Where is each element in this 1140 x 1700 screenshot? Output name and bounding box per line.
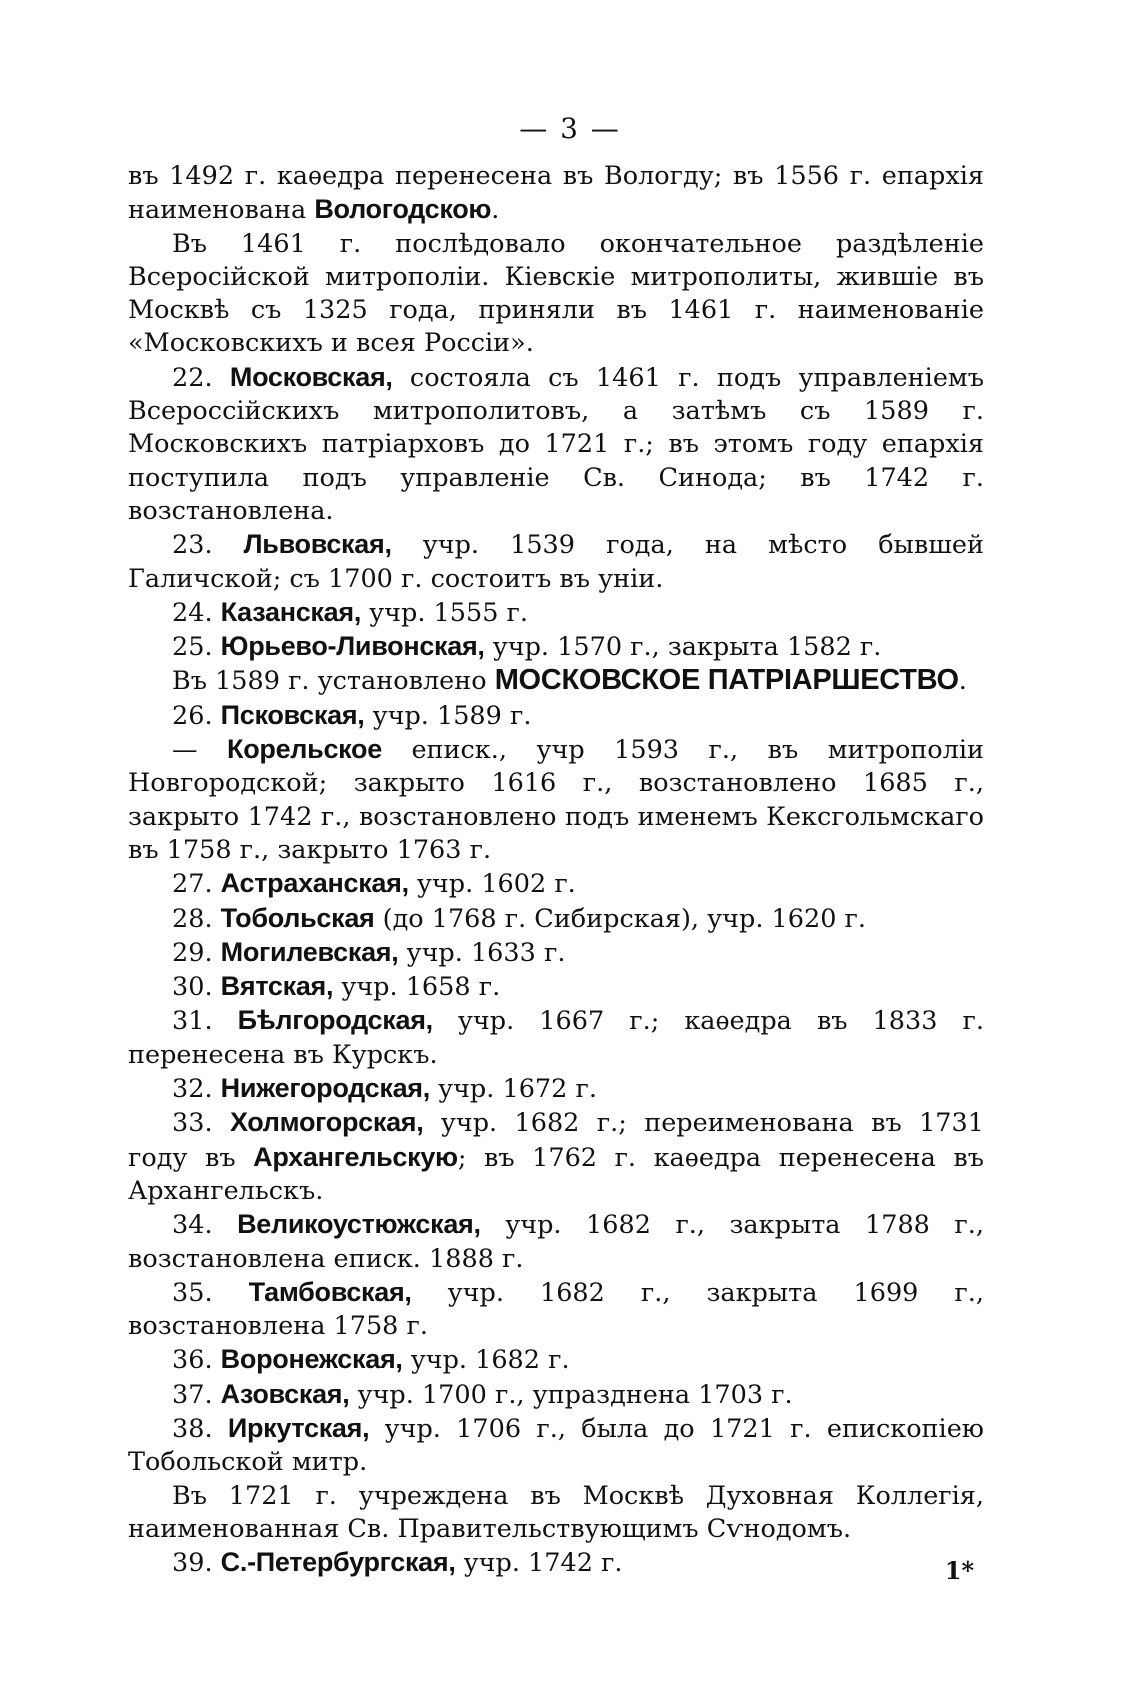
paragraph-11: 29. Могилевская, учр. 1633 г. bbox=[172, 936, 566, 968]
page-body bbox=[128, 160, 984, 1580]
paragraph-8: — Корельское еписк., учр 1593 г., въ митрополіи Новгородской; закрыто 1616 г., возстановлено 1685 г., закрыто 1742 г., возстановлено подъ именемъ Кексгольмскаго въ 1758 г., закрыто 1763 г. bbox=[128, 734, 985, 865]
diocese-title: Юрьево-Ливонская, bbox=[220, 631, 485, 662]
diocese-title: Могилевская, bbox=[220, 936, 399, 967]
paragraph-2: 22. Московская, состояла съ 1461 г. подъ управленіемъ Всероссійскихъ митрополитовъ, а затѣмъ съ 1589 г. Московскихъ патріарховъ до 1721 г.; въ этомъ году епархія поступила подъ управленіе Св. Синода; въ 1742 г. возстановлена. bbox=[128, 361, 984, 526]
paragraph-12: 30. Вятская, учр. 1658 г. bbox=[172, 971, 501, 1003]
paragraph-17: 35. Тамбовская, учр. 1682 г., закрыта 1699 г., возстановлена 1758 г. bbox=[128, 1276, 984, 1342]
paragraph-5: 25. Юрьево-Ливонская, учр. 1570 г., закрыта 1582 г. bbox=[172, 631, 882, 663]
paragraph-22: 39. С.-Петербургская, учр. 1742 г. bbox=[172, 1547, 623, 1579]
signature-mark: 1* bbox=[944, 1556, 974, 1585]
diocese-title: Нижегородская, bbox=[220, 1073, 430, 1104]
diocese-title: Вятская, bbox=[220, 971, 334, 1002]
paragraph-4: 24. Казанская, учр. 1555 г. bbox=[172, 596, 529, 628]
diocese-title: Астраханская, bbox=[220, 868, 409, 899]
diocese-title: Иркутская, bbox=[227, 1412, 370, 1443]
paragraph-6: Въ 1589 г. установлено МОСКОВСКОЕ ПАТРІАРШЕСТВО. bbox=[172, 664, 967, 697]
diocese-title: Азовская, bbox=[220, 1378, 350, 1409]
paragraph-1: Въ 1461 г. послѣдовало окончательное раздѣленіе Всеросійской митрополіи. Кіевскіе митрополиты, жившіе въ Москвѣ съ 1325 года, приняли въ 1461 г. наименованіе «Московскихъ и всея Россіи». bbox=[128, 228, 984, 359]
paragraph-3: 23. Львовская, учр. 1539 года, на мѣсто бывшей Галичской; съ 1700 г. состоитъ въ уніи. bbox=[128, 529, 984, 594]
diocese-title: Львовская, bbox=[243, 529, 392, 560]
paragraph-13: 31. Бѣлгородская, учр. 1667 г.; каѳедра въ 1833 г. перенесена въ Курскъ. bbox=[128, 1005, 984, 1070]
diocese-title: Холмогорская, bbox=[229, 1107, 424, 1138]
paragraph-18: 36. Воронежская, учр. 1682 г. bbox=[172, 1344, 570, 1376]
paragraph-7: 26. Псковская, учр. 1589 г. bbox=[172, 699, 532, 731]
patriarchate-title: МОСКОВСКОЕ ПАТРІАРШЕСТВО bbox=[494, 664, 959, 697]
diocese-title: Тамбовская, bbox=[248, 1276, 412, 1307]
paragraph-21: Въ 1721 г. учреждена въ Москвѣ Духовная Коллегія, наименованная Св. Правительствующимъ Сѵнодомъ. bbox=[128, 1480, 984, 1544]
paragraph-19: 37. Азовская, учр. 1700 г., упразднена 1703 г. bbox=[172, 1378, 793, 1410]
diocese-title: Бѣлгородская, bbox=[237, 1005, 433, 1036]
paragraph-15: 33. Холмогорская, учр. 1682 г.; переименована въ 1731 году въ Архангельскую; въ 1762 г. каѳедра перенесена въ Архангельскъ. bbox=[128, 1107, 984, 1206]
diocese-title: Корельское bbox=[227, 734, 382, 765]
diocese-title: Воронежская, bbox=[220, 1344, 403, 1375]
paragraph-14: 32. Нижегородская, учр. 1672 г. bbox=[172, 1073, 597, 1105]
paragraph-10: 28. Тобольская (до 1768 г. Сибирская), учр. 1620 г. bbox=[172, 902, 867, 934]
paragraph-20: 38. Иркутская, учр. 1706 г., была до 1721 г. епископіею Тобольской митр. bbox=[128, 1412, 984, 1478]
diocese-title: Московская, bbox=[229, 361, 393, 392]
paragraph-9: 27. Астраханская, учр. 1602 г. bbox=[172, 868, 576, 900]
page-number: — 3 — bbox=[519, 112, 621, 145]
paragraph-0: въ 1492 г. каѳедра перенесена въ Вологду; въ 1556 г. епархія наименована Вологодскою. bbox=[128, 161, 984, 226]
diocese-title: Великоустюжская, bbox=[237, 1209, 481, 1240]
diocese-title: Архангельскую bbox=[253, 1141, 458, 1172]
paragraph-16: 34. Великоустюжская, учр. 1682 г., закрыта 1788 г., возстановлена еписк. 1888 г. bbox=[128, 1209, 984, 1274]
diocese-title: Псковская, bbox=[220, 699, 365, 730]
diocese-title: Тобольская bbox=[220, 902, 375, 933]
diocese-title: Вологодскою bbox=[314, 194, 492, 225]
diocese-title: С.-Петербургская, bbox=[220, 1547, 456, 1578]
diocese-title: Казанская, bbox=[220, 596, 362, 627]
